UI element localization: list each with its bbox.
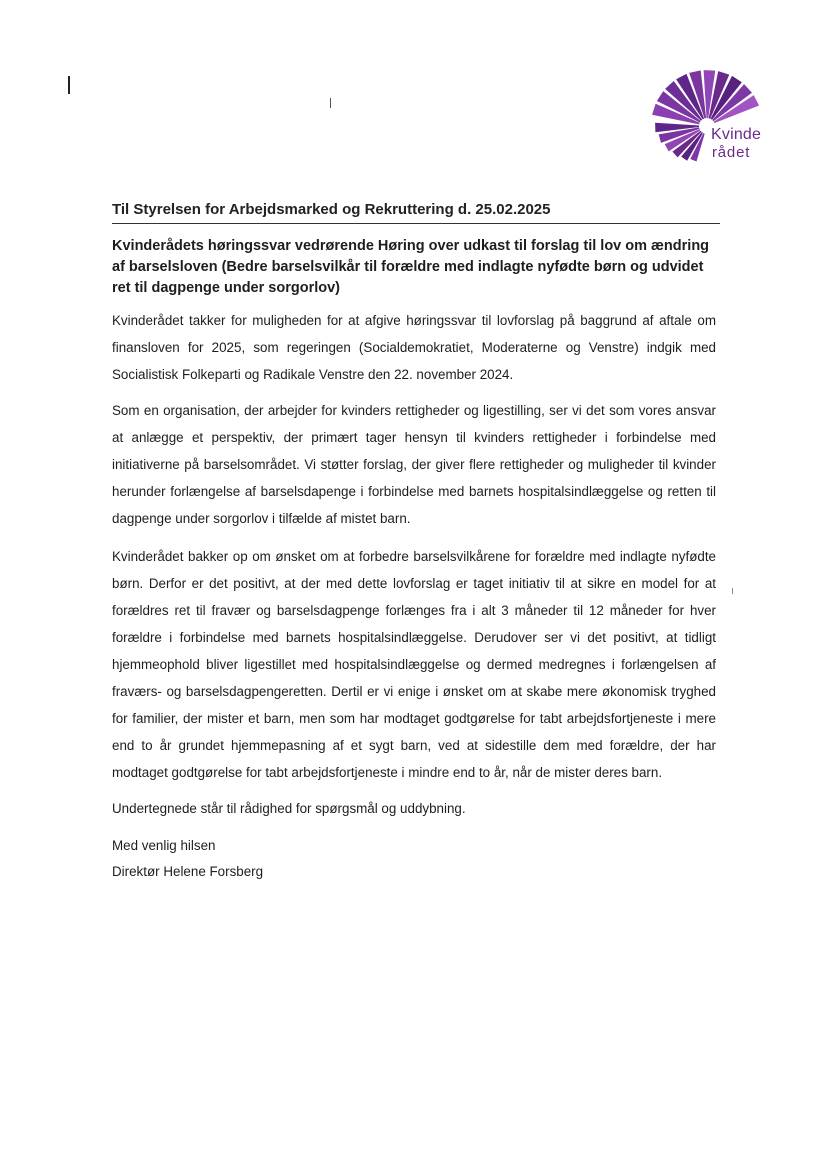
body-paragraph: Undertegnede står til rådighed for spørgsmål og uddybning. [112, 801, 466, 816]
body-paragraph: Kvinderådet takker for muligheden for at afgive høringssvar til lovforslag på baggrund af aftale om finansloven for 2025, som regeringen (Socialdemokratiet, Moderaterne og Venstre) indgik med Socialistisk Folkeparti og Radikale Venstre den 22. november 2024. [112, 313, 716, 382]
body-paragraph: Som en organisation, der arbejder for kvinders rettigheder og ligestilling, ser vi det som vores ansvar at anlægge et perspektiv, der primært tager hensyn til kvinders rettigheder i forbindelse med initiativerne på barselsområdet. Vi støtter forslag, der giver flere rettigheder og muligheder til kvinder herunder forlængelse af barselsdapenge i forbindelse med barnets hospitalsindlæggelse og retten til dagpenge under sorgorlov i tilfælde af mistet barn. [112, 403, 716, 526]
header-divider [112, 223, 720, 224]
scan-artifact-mark [330, 98, 331, 108]
closing-signature: Direktør Helene Forsberg [112, 864, 264, 879]
logo-word-kvinde: Kvinde [711, 126, 762, 143]
closing-greeting: Med venlig hilsen [112, 838, 216, 853]
body-paragraph: Kvinderådet bakker op om ønsket om at forbedre barselsvilkårene for forældre med indlagte nyfødte børn. Derfor er det positivt, at der med dette lovforslag er taget initiativ til at sikre en model for at forældres ret til fravær og barselsdagpenge forlænges fra i alt 3 måneder til 12 måneder for hver forældre i forbindelse med barnets hospitalsindlæggelse. Derudover ser vi det positivt, at tidligt hjemmeophold bliver ligestillet med hospitalsindlæggelse og dermed medregnes i forlængelsen af fraværs- og barselsdagpengeretten. Dertil er vi enige i ønsket om at skabe mere økonomisk tryghed for familier, der mister et barn, men som har modtaget godtgørelse for tabt arbejdsfortjeneste i mere end to år grundet hjemmepasning af et sygt barn, ved at sidestille dem med forældre, der har modtaget godtgørelse for tabt arbejdsfortjeneste i mindre end to år, når de mister deres barn. [112, 549, 716, 780]
scan-artifact-mark [732, 588, 733, 594]
recipient-line: Til Styrelsen for Arbejdsmarked og Rekruttering d. 25.02.2025 [112, 201, 551, 218]
logo-word-raadet: rådet [712, 144, 751, 161]
kvinderaadet-logo [652, 70, 772, 188]
document-heading: Kvinderådets høringssvar vedrørende Høring over udkast til forslag til lov om ændring af barselsloven (Bedre barselsvilkår til forældre med indlagte nyfødte børn og udvidet ret til dagpenge under sorgorlov) [112, 238, 710, 296]
scan-artifact-mark [68, 76, 70, 94]
